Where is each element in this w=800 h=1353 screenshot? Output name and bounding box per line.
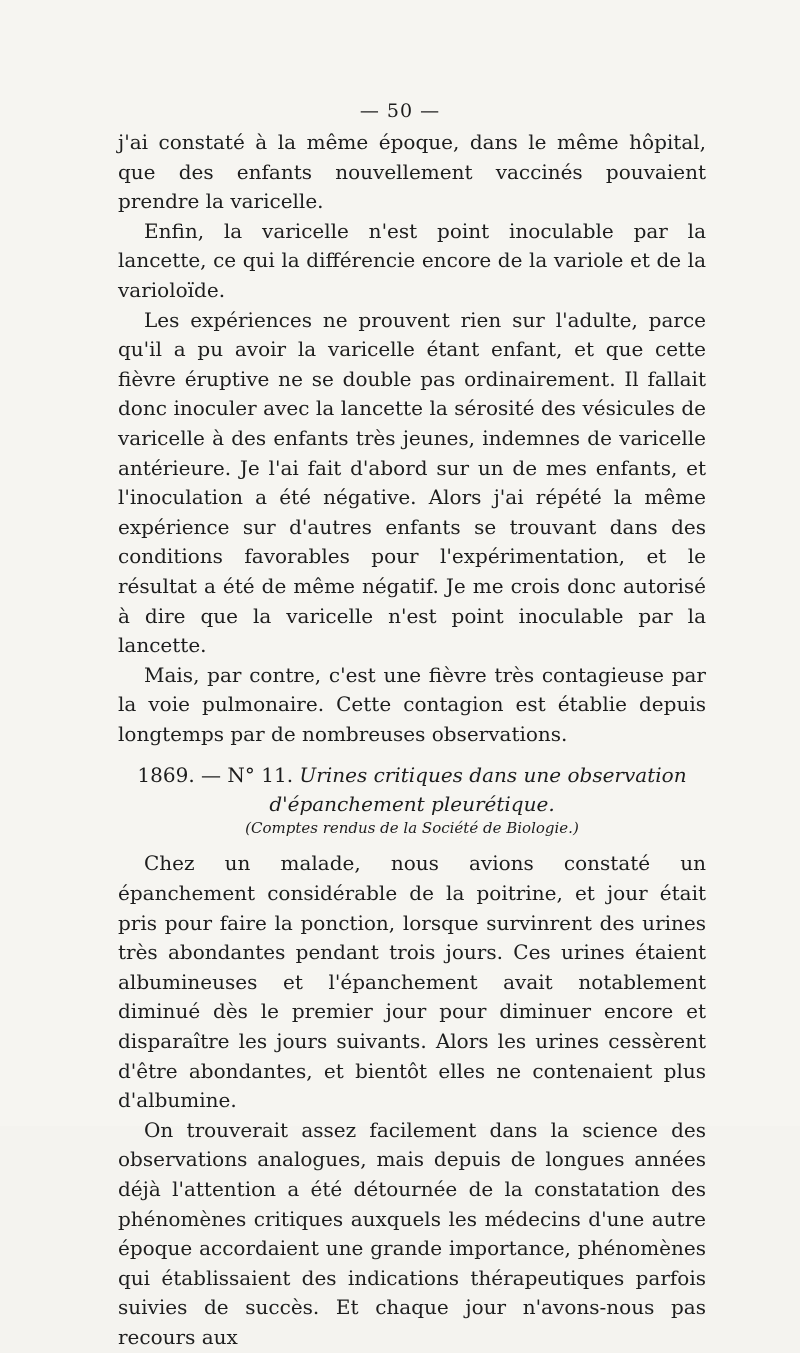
- paragraph-4: Mais, par contre, c'est une fièvre très contagieuse par la voie pulmonaire. Cette contagion est établie depuis longtemps par de nombreuses observations.: [118, 662, 706, 746]
- paragraph-3: Les expériences ne prouvent rien sur l'adulte, parce qu'il a pu avoir la varicelle étant enfant, et que cette fièvre éruptive ne se double pas ordinairement. Il fallait donc inoculer avec la lancette la sérosité des vésicules de varicelle à des enfants très jeunes, indemnes de varicelle antérieure. Je l'ai fait d'abord sur un de mes enfants, et l'inoculation a été négative. Alors j'ai répété la même expérience sur d'autres enfants se trouvant dans des conditions favorables pour l'expérimentation, et le résultat a été de même négatif. Je me crois donc autorisé à dire que la varicelle n'est point inoculable par la lancette.: [118, 307, 706, 658]
- paragraph-6: On trouverait assez facilement dans la science des observations analogues, mais depuis de longues années déjà l'attention a été détournée de la constatation des phénomènes critiques auxquels les médecins d'une autre époque accordaient une grande importance, phénomènes qui établissaient des indications thérapeutiques parfois suivies de succès. Et chaque jour n'avons-nous pas recours aux: [118, 1117, 706, 1349]
- paragraph-5: Chez un malade, nous avions constaté un épanchement considérable de la poitrine, et jour était pris pour faire la ponction, lorsque survinrent des urines très abondantes pendant trois jours. Ces urines étaient albumineuses et l'épanchement avait notablement diminué dès le premier jour pour diminuer encore et disparaître les jours suivants. Alors les urines cessèrent d'être abondantes, et bientôt elles ne contenaient plus d'albumine.: [118, 851, 706, 1113]
- section-title-line1: Urines critiques dans une observation: [299, 763, 687, 788]
- paragraph-2: Enfin, la varicelle n'est point inoculable par la lancette, ce qui la différencie encore de la variole et de la varioloïde.: [118, 218, 706, 302]
- page-body: [118, 128, 706, 1353]
- section-heading: [118, 761, 706, 819]
- section-source: (Comptes rendus de la Société de Biologie.): [245, 819, 579, 838]
- page-number: — 50 —: [359, 100, 441, 122]
- section-title-line2: d'épanchement pleurétique.: [269, 792, 555, 817]
- paragraph-1: j'ai constaté à la même époque, dans le même hôpital, que des enfants nouvellement vaccinés pouvaient prendre la varicelle.: [118, 130, 706, 214]
- section-number: 1869. — N° 11.: [137, 763, 294, 788]
